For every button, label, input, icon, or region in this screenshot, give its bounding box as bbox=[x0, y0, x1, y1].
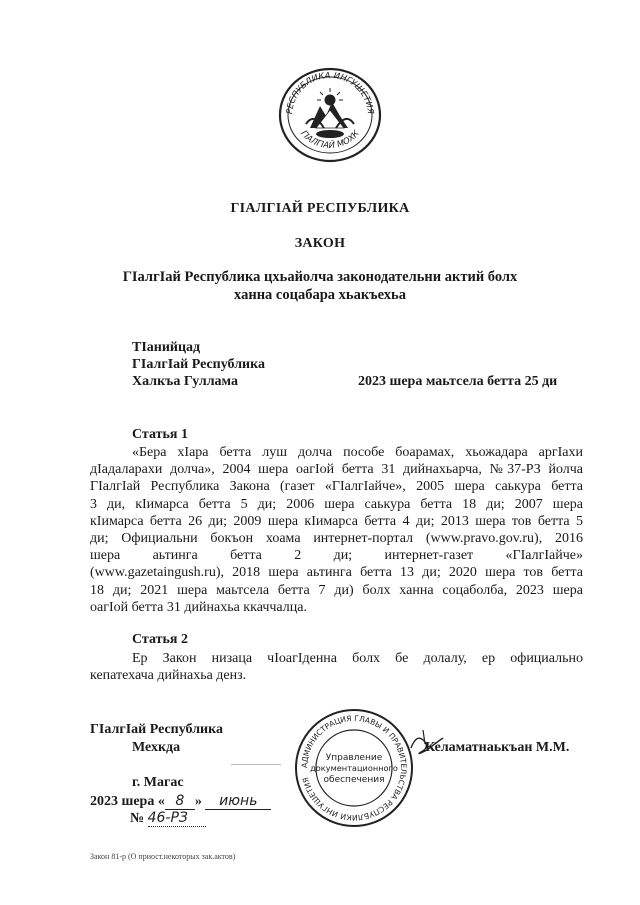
date-prefix: 2023 шера « bbox=[90, 794, 165, 809]
signer-name: Келаматнаькъан М.М. bbox=[425, 740, 570, 755]
signature-number bbox=[130, 810, 206, 827]
adoption-line-1: ТIанийцад bbox=[132, 340, 201, 355]
signature-org-line-2: Мехкда bbox=[132, 740, 181, 755]
footer-note: Закон 81-р (О приост.некоторых зак.актов) bbox=[90, 852, 236, 861]
article-1-line: дIадаларахи долча», 2004 шера оагIой бетта 31 дийнахьарча, №37-РЗ йолча bbox=[90, 462, 583, 478]
stamp-ring-text: АДМИНИСТРАЦИЯ ГЛАВЫ И ПРАВИТЕЛЬСТВА РЕСПУБЛИКИ ИНГУШЕТИЯ bbox=[299, 713, 409, 823]
article-1-line: ди; Официальни бокъон хоама интернет-портал (www.pravo.gov.ru), 2016 bbox=[90, 531, 583, 547]
stamp-center-line-1: Управление bbox=[325, 753, 383, 763]
article-1-line: 3 ди, кIимарса бетта 5 ди; 2006 шера саькура бетта 18 ди; 2007 шера bbox=[90, 496, 583, 512]
stamp-center-line-2: документационного bbox=[310, 763, 398, 773]
signature-date bbox=[90, 793, 271, 810]
law-title-line-1: ГIалгIай Республика цхьайолча законодательни актий болх bbox=[122, 269, 518, 285]
emblem-bottom-text: ГIАЛГIАЙ МОХК bbox=[298, 128, 362, 151]
emblem-mountains bbox=[310, 102, 348, 128]
article-1-line: 18 ди; 2021 шера маьтсела бетта 7 ди) болх ханна соцаболба, 2023 шера bbox=[90, 582, 583, 598]
adoption-date: 2023 шера маьтсела бетта 25 ди bbox=[358, 374, 558, 389]
number-prefix: № bbox=[130, 811, 145, 826]
law-title-line-2: ханна соцабара хьакъехьа bbox=[234, 287, 406, 303]
stamp-center-line-3: обеспечения bbox=[323, 775, 385, 785]
article-2-heading: Статья 2 bbox=[132, 632, 188, 647]
doc-type-heading: ЗАКОН bbox=[294, 236, 346, 251]
date-day: 8 bbox=[165, 793, 195, 810]
article-1-line: ГIалгIай Республика Закона (газет «ГIалгIайче», 2005 шера саькура бетта bbox=[90, 479, 583, 495]
faint-line bbox=[231, 764, 281, 765]
emblem-sun bbox=[317, 88, 343, 105]
number-value: 46-РЗ bbox=[148, 810, 206, 827]
signature-city: г. Магас bbox=[132, 775, 184, 790]
article-1-line: оагIой бетта 31 дийнахьа ккаччалца. bbox=[90, 599, 307, 615]
adoption-line-3: Халкъа Гуллама bbox=[132, 374, 238, 389]
adoption-line-2: ГIалгIай Республика bbox=[132, 357, 265, 372]
emblem-top-text: РЕСПУБЛИКА ИНГУШЕТИЯ bbox=[284, 70, 376, 115]
article-1-heading: Статья 1 bbox=[132, 427, 188, 442]
article-1-line: (www.gazetaingush.ru), 2018 шера аьтинга бетта 13 ди; 2020 шера тов бетта bbox=[90, 565, 583, 581]
republic-emblem bbox=[276, 66, 384, 164]
article-2-line: кепатехача дийнахьа денз. bbox=[90, 668, 247, 684]
article-2-line: Ер Закон низаца чIоагIденна болх бе долалу, ер официально bbox=[132, 651, 583, 666]
article-1-line: «Бера хIара бетта луш долча пособе боарамах, хьожадара аргIахи bbox=[132, 445, 583, 460]
signature-org-line-1: ГIалгIай Республика bbox=[90, 722, 223, 737]
article-1-line: кIимарса бетта 26 ди; 2009 шера кIимарса бетта 4 ди; 2013 шера тов бетта 5 bbox=[90, 513, 583, 529]
article-1-line: шера аьтинга бетта 2 ди; интернет-газет «ГIалгIайче» bbox=[90, 548, 583, 564]
article-2-body bbox=[90, 650, 583, 684]
article-1-body bbox=[90, 444, 583, 616]
official-stamp bbox=[293, 707, 415, 829]
date-month: июнь bbox=[205, 793, 271, 810]
republic-heading: ГIАЛГIАЙ РЕСПУБЛИКА bbox=[230, 201, 410, 216]
date-mid: » bbox=[194, 794, 202, 809]
